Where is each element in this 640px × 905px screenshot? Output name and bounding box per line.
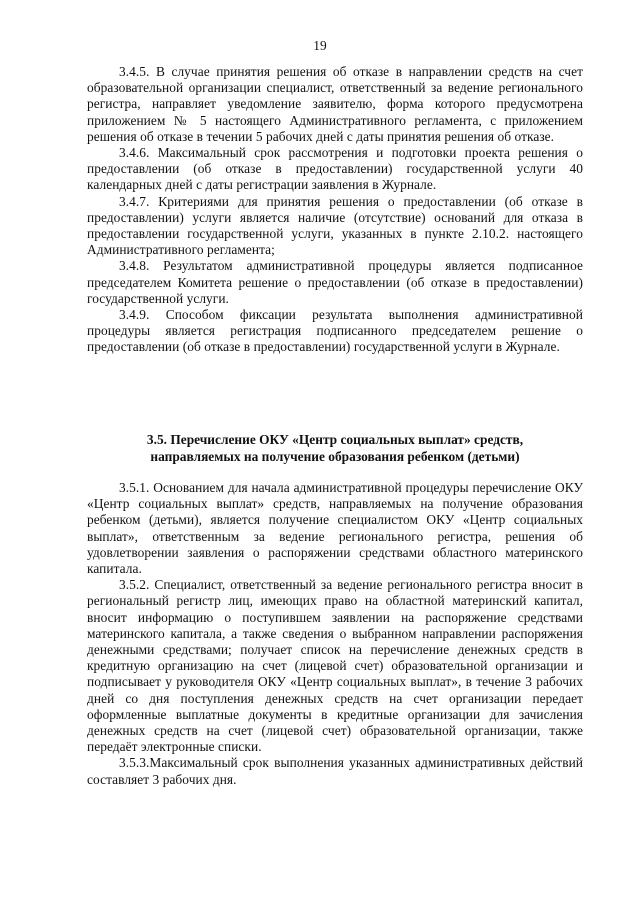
heading-line-1: 3.5. Перечисление ОКУ «Центр социальных выплат» средств, — [146, 432, 524, 447]
heading-line-2: направляемых на получение образования ребенком (детьми) — [150, 448, 520, 464]
paragraph-3-4-9: 3.4.9. Способом фиксации результата выполнения административной процедуры является регистрация подписанного председателем решение о предоставлении (об отказе в предоставлении) государственной услуги в Журнале. — [87, 307, 583, 355]
paragraph-3-4-7: 3.4.7. Критериями для принятия решения о предоставлении (об отказе в предоставлении) услуги является наличие (отсутствие) оснований для отказа в предоставлении государственной услуги, указанных в пункте 2.10.2. настоящего Административного регламента; — [87, 193, 583, 258]
paragraph-3-4-6: 3.4.6. Максимальный срок рассмотрения и подготовки проекта решения о предоставлении (об отказе в предоставлении) государственной услуги 40 календарных дней с даты регистрации заявления в Журнале. — [87, 145, 583, 193]
paragraph-3-5-1: 3.5.1. Основанием для начала административной процедуры перечисление ОКУ «Центр социальных выплат» средств, направляемых на получение образования ребенком (детьми), является получение специалистом ОКУ «Центр социальных выплат», ответственным за ведение регионального регистра, решения об удовлетворении заявления о распоряжении средствами областного материнского капитала. — [87, 480, 583, 577]
page-number: 19 — [313, 38, 327, 53]
paragraph-3-4-5: 3.4.5. В случае принятия решения об отказе в направлении средств на счет образовательной организации специалист, ответственный за ведение регионального регистра, направляет уведомление заявителю, форма которого предусмотрена приложением № 5 настоящего Административного регламента, с приложением решения об отказе в течении 5 рабочих дней с даты принятия решения об отказе. — [87, 64, 583, 144]
section-3-5-heading — [87, 432, 583, 465]
paragraph-3-4-8: 3.4.8. Результатом административной процедуры является подписанное председателем Комитета решение о предоставлении (об отказе в предоставлении) государственной услуги. — [87, 258, 583, 306]
section-3-5-paragraphs — [87, 480, 583, 788]
paragraph-3-5-2: 3.5.2. Специалист, ответственный за ведение регионального регистра вносит в региональный регистр лиц, имеющих право на областной материнский капитал, вносит информацию о поступившем заявлении на распоряжение средствами материнского капитала, а также сведения о выбранном направлении распоряжения денежными средствами; получает список на перечисление денежных средств в кредитную организацию на счет (лицевой счет) образовательной организации и подписывает у руководителя ОКУ «Центр социальных выплат», в течение 3 рабочих дней со дня поступления денежных средств на счет организации передает оформленные выплатные документы в кредитные организации для зачисления денежных средств на счет (лицевой счет) образовательной организации, также передаёт электронные списки. — [87, 577, 583, 755]
paragraph-3-5-3: 3.5.3.Максимальный срок выполнения указанных административных действий составляет 3 рабочих дня. — [87, 755, 583, 787]
section-3-4-paragraphs — [87, 64, 583, 356]
